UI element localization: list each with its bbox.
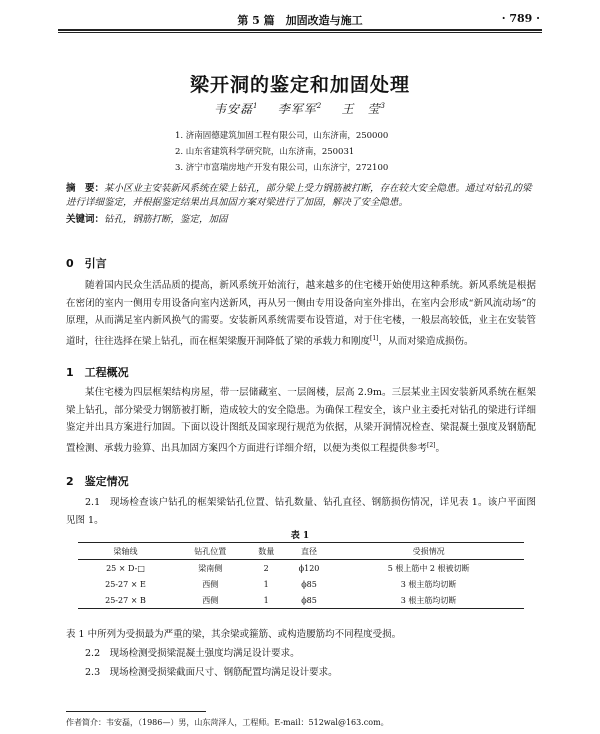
citation: [1] <box>370 334 379 342</box>
table-note: 表 1 中所列为受损最为严重的梁，其余梁或箍筋、或构造腰筋均不同程度受损。 <box>66 629 402 640</box>
page-number: · 789 · <box>501 12 540 25</box>
table-cell: 西侧 <box>173 592 248 609</box>
overview-text: 某住宅楼为四层框架结构房屋，带一层储藏室、一层阁楼，层高 2.9m。三层某业主因安装新风系统在框架梁上钻孔，部分梁受力钢筋被打断，造成较大的安全隐患。为确保工程安全，该户业主委托对钻孔的梁进行详细鉴定并出具方案进行加固。下面以设计图纸及国家现行规范为依据，从梁开洞情况检查、梁混凝土强度及钢筋配置检测、承载力验算、出具加固方案四个方面进行详细介绍，以便为类似工程提供参考 <box>66 387 536 454</box>
table-cell: 2 <box>263 563 269 573</box>
affiliation: 2. 山东省建筑科学研究院，山东济南，250031 <box>175 147 355 157</box>
table-cell: 25 × D-□ <box>106 563 145 573</box>
col-header: 直径 <box>285 543 333 560</box>
table-cell: 3 根主筋均切断 <box>333 592 524 609</box>
author-mark: 3 <box>380 102 386 110</box>
keywords-label: 关键词： <box>66 214 105 225</box>
keywords <box>66 213 540 227</box>
damage-table <box>78 542 524 609</box>
author-name: 李军军 <box>277 102 317 116</box>
col-header: 钻孔位置 <box>173 543 248 560</box>
author-name: 韦安磊 <box>214 102 254 116</box>
footnote-rule <box>66 711 206 712</box>
table-cell: 西侧 <box>202 579 219 589</box>
table-cell: 5 根上筋中 2 根被切断 <box>387 563 470 573</box>
table-cell: 1 <box>263 579 269 589</box>
table-cell: 1 <box>248 592 285 609</box>
table-row <box>78 592 524 609</box>
table-cell: 梁南侧 <box>198 563 223 573</box>
header-rule <box>58 29 542 31</box>
table-cell: 25-27 × B <box>78 592 173 609</box>
author-mark: 1 <box>253 102 259 110</box>
section-heading-intro: 0 引言 <box>66 257 107 270</box>
table-cell: 3 根主筋均切断 <box>400 579 457 589</box>
col-header: 数量 <box>248 543 285 560</box>
citation: [2] <box>427 441 436 449</box>
keywords-text: 钻孔，钢筋打断，鉴定，加固 <box>104 214 228 225</box>
overview-paragraph <box>66 384 536 457</box>
affiliation: 3. 济宁市富瑞房地产开发有限公司，山东济宁，272100 <box>175 163 389 173</box>
header-rule-thin <box>58 32 542 33</box>
table-cell: ϕ85 <box>301 579 317 589</box>
table-header-row <box>78 543 524 560</box>
author-list <box>0 100 600 117</box>
finding-2-3: 2.3 现场检测受损梁截面尺寸、钢筋配置均满足设计要求。 <box>85 667 338 678</box>
appraisal-paragraph: 2.1 现场检查该户钻孔的框架梁钻孔位置、钻孔数量、钻孔直径、钢筋损伤情况，详见表 1。该户平面图见图 1。 <box>66 497 536 526</box>
col-header: 受损情况 <box>333 543 524 560</box>
paper-title: 梁开洞的鉴定和加固处理 <box>189 74 410 96</box>
author-mark: 2 <box>316 102 323 110</box>
affiliation: 1. 济南固德建筑加固工程有限公司，山东济南，250000 <box>175 131 389 141</box>
intro-text: 随着国内民众生活品质的提高，新风系统开始流行，越来越多的住宅楼开始使用这种系统。新风系统是根据在密闭的室内一侧用专用设备向室内送新风，再从另一侧由专用设备向室外排出，在室内会形成“新风流动场”的原理，从而满足室内新风换气的需要。安装新风系统需要布设管道，对于住宅楼，一般层高较低，业主在安装管道时，往往选择在梁上钻孔，而在框架梁腹开洞降低了梁的承载力和刚度 <box>66 280 536 347</box>
running-header <box>0 0 600 26</box>
abstract-label: 摘 要： <box>66 183 105 194</box>
table-cell: ϕ85 <box>285 592 333 609</box>
author-footnote: 作者简介：韦安磊，（1986—）男，山东菏泽人，工程师。E-mail：512wal@163.com。 <box>66 718 389 727</box>
table-cell: 25-27 × E <box>105 579 146 589</box>
abstract <box>66 182 540 210</box>
col-header: 梁轴线 <box>78 543 173 560</box>
section-heading-overview: 1 工程概况 <box>66 366 129 379</box>
header-section: 第 5 篇 加固改造与施工 <box>237 14 363 27</box>
table-row <box>78 576 524 592</box>
intro-tail: ，从而对梁造成损伤。 <box>378 335 474 347</box>
overview-tail: 。 <box>435 442 446 454</box>
table-row <box>78 560 524 577</box>
author-name: 王 莹 <box>341 102 381 116</box>
table-caption: 表 1 <box>290 531 310 541</box>
finding-2-2: 2.2 现场检测受损梁混凝土强度均满足设计要求。 <box>85 648 300 659</box>
abstract-text: 某小区业主安装新风系统在梁上钻孔，部分梁上受力钢筋被打断，存在较大安全隐患。通过对钻孔的梁进行详细鉴定，并根据鉴定结果出具加固方案对梁进行了加固，解决了安全隐患。 <box>66 183 532 208</box>
table-cell: ϕ120 <box>298 563 320 573</box>
intro-paragraph <box>66 277 536 350</box>
section-heading-appraisal: 2 鉴定情况 <box>66 475 129 488</box>
